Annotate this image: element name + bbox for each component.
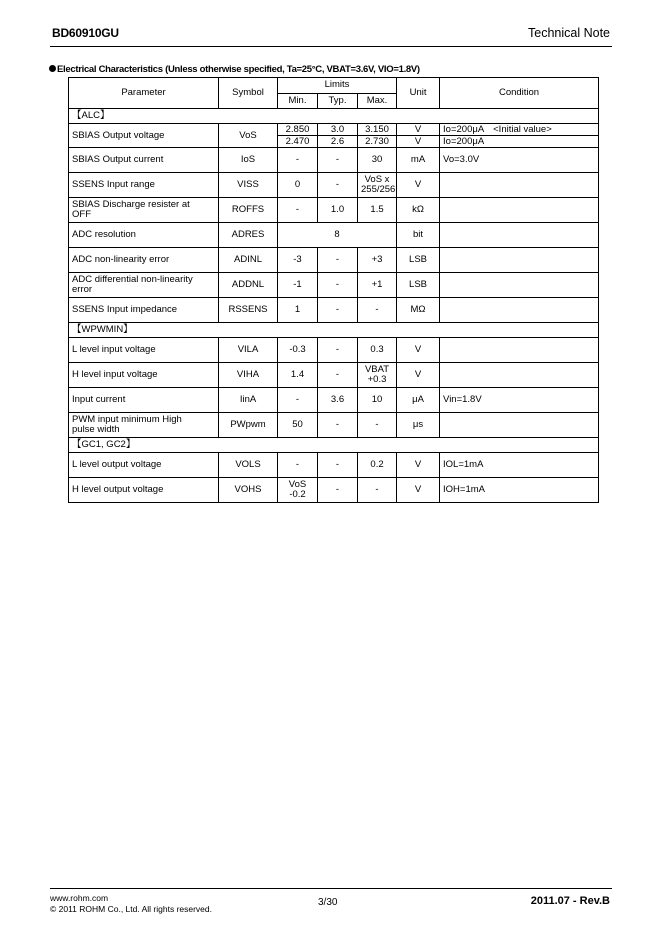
condition-cell bbox=[440, 363, 599, 388]
min-cell: 2.850 bbox=[278, 124, 318, 136]
table-row bbox=[69, 223, 599, 248]
group-label: 【ALC】 bbox=[69, 109, 599, 124]
max-cell: 0.3 bbox=[358, 338, 397, 363]
param-cell: ADC resolution bbox=[69, 223, 219, 248]
condition-cell: IOL=1mA bbox=[440, 453, 599, 478]
header-typ: Typ. bbox=[318, 93, 358, 109]
param-cell: ADC non-linearity error bbox=[69, 248, 219, 273]
group-label: 【WPWMIN】 bbox=[69, 323, 599, 338]
table-row bbox=[69, 388, 599, 413]
group-row-alc bbox=[69, 109, 599, 124]
unit-cell: mA bbox=[397, 148, 440, 173]
condition-cell: Vo=3.0V bbox=[440, 148, 599, 173]
typ-cell: - bbox=[318, 453, 358, 478]
table-row bbox=[69, 273, 599, 298]
min-cell: 0 bbox=[278, 173, 318, 198]
symbol-cell: VISS bbox=[219, 173, 278, 198]
unit-cell: LSB bbox=[397, 248, 440, 273]
unit-cell: μA bbox=[397, 388, 440, 413]
part-number: BD60910GU bbox=[52, 26, 119, 40]
symbol-cell: VOLS bbox=[219, 453, 278, 478]
limits-merged-cell: 8 bbox=[278, 223, 397, 248]
header-symbol: Symbol bbox=[219, 78, 278, 109]
max-cell: - bbox=[358, 413, 397, 438]
header-parameter: Parameter bbox=[69, 78, 219, 109]
max-line-2: +0.3 bbox=[367, 374, 387, 385]
min-cell: -0.3 bbox=[278, 338, 318, 363]
condition-cell bbox=[440, 338, 599, 363]
min-cell bbox=[278, 478, 318, 503]
min-line-1: VoS bbox=[288, 479, 307, 491]
typ-cell: - bbox=[318, 248, 358, 273]
typ-cell: - bbox=[318, 338, 358, 363]
param-cell: SSENS Input range bbox=[69, 173, 219, 198]
typ-cell: 3.6 bbox=[318, 388, 358, 413]
table-row bbox=[69, 148, 599, 173]
unit-cell: kΩ bbox=[397, 198, 440, 223]
table-row bbox=[69, 124, 599, 136]
symbol-cell: ADINL bbox=[219, 248, 278, 273]
max-cell: - bbox=[358, 478, 397, 503]
typ-cell: - bbox=[318, 298, 358, 323]
min-cell: 50 bbox=[278, 413, 318, 438]
unit-cell: V bbox=[397, 136, 440, 148]
param-cell bbox=[69, 413, 219, 438]
param-line-1: ADC differential non-linearity bbox=[72, 274, 193, 286]
min-cell: - bbox=[278, 198, 318, 223]
min-cell: - bbox=[278, 453, 318, 478]
min-cell: 1.4 bbox=[278, 363, 318, 388]
min-cell: - bbox=[278, 148, 318, 173]
unit-cell: MΩ bbox=[397, 298, 440, 323]
max-cell bbox=[358, 363, 397, 388]
condition-cell bbox=[440, 173, 599, 198]
table-row bbox=[69, 298, 599, 323]
page-number: 3/30 bbox=[318, 897, 338, 908]
min-cell: 1 bbox=[278, 298, 318, 323]
param-cell: L level input voltage bbox=[69, 338, 219, 363]
header-max: Max. bbox=[358, 93, 397, 109]
table-row bbox=[69, 453, 599, 478]
max-cell: 2.730 bbox=[358, 136, 397, 148]
typ-cell: - bbox=[318, 148, 358, 173]
min-line-2: -0.2 bbox=[289, 489, 306, 500]
footer-divider bbox=[50, 888, 612, 889]
max-cell: +1 bbox=[358, 273, 397, 298]
param-line-2: OFF bbox=[72, 209, 91, 220]
footer-url: www.rohm.com bbox=[50, 893, 109, 903]
table-row bbox=[69, 413, 599, 438]
condition-cell: Vin=1.8V bbox=[440, 388, 599, 413]
section-title-text: Electrical Characteristics (Unless otherwise specified, Ta=25°C, VBAT=3.6V, VIO=1.8V) bbox=[57, 64, 420, 75]
param-cell: H level output voltage bbox=[69, 478, 219, 503]
condition-cell bbox=[440, 248, 599, 273]
typ-cell: 3.0 bbox=[318, 124, 358, 136]
symbol-cell: ROFFS bbox=[219, 198, 278, 223]
max-cell: 30 bbox=[358, 148, 397, 173]
unit-cell: V bbox=[397, 363, 440, 388]
max-cell: 10 bbox=[358, 388, 397, 413]
min-cell: -3 bbox=[278, 248, 318, 273]
document-type: Technical Note bbox=[528, 26, 610, 40]
typ-cell: 1.0 bbox=[318, 198, 358, 223]
typ-cell: - bbox=[318, 273, 358, 298]
unit-cell: bit bbox=[397, 223, 440, 248]
table-row bbox=[69, 338, 599, 363]
max-cell: 3.150 bbox=[358, 124, 397, 136]
param-cell bbox=[69, 198, 219, 223]
param-cell: Input current bbox=[69, 388, 219, 413]
param-line-1: SBIAS Discharge resister at bbox=[72, 199, 190, 211]
header-unit: Unit bbox=[397, 78, 440, 109]
param-line-1: PWM input minimum High bbox=[72, 414, 182, 426]
unit-cell: V bbox=[397, 478, 440, 503]
symbol-cell: ADDNL bbox=[219, 273, 278, 298]
header-divider bbox=[50, 46, 612, 47]
typ-cell: - bbox=[318, 173, 358, 198]
table-header-row bbox=[69, 78, 599, 94]
param-cell: SSENS Input impedance bbox=[69, 298, 219, 323]
param-cell: L level output voltage bbox=[69, 453, 219, 478]
revision-label: 2011.07 - Rev.B bbox=[530, 895, 610, 907]
table-row bbox=[69, 198, 599, 223]
symbol-cell: RSSENS bbox=[219, 298, 278, 323]
param-cell: SBIAS Output current bbox=[69, 148, 219, 173]
header-min: Min. bbox=[278, 93, 318, 109]
unit-cell: V bbox=[397, 453, 440, 478]
condition-cell bbox=[440, 198, 599, 223]
max-cell: - bbox=[358, 298, 397, 323]
condition-cell bbox=[440, 413, 599, 438]
section-title bbox=[49, 64, 420, 75]
table-row bbox=[69, 173, 599, 198]
max-line-1: VoS x bbox=[364, 174, 390, 186]
max-cell bbox=[358, 173, 397, 198]
param-cell: H level input voltage bbox=[69, 363, 219, 388]
max-cell: +3 bbox=[358, 248, 397, 273]
footer-copyright: © 2011 ROHM Co., Ltd. All rights reserved. bbox=[50, 904, 213, 914]
typ-cell: - bbox=[318, 413, 358, 438]
unit-cell: V bbox=[397, 173, 440, 198]
param-line-2: pulse width bbox=[72, 424, 120, 435]
symbol-cell: PWpwm bbox=[219, 413, 278, 438]
symbol-cell: IoS bbox=[219, 148, 278, 173]
table-row bbox=[69, 248, 599, 273]
min-cell: -1 bbox=[278, 273, 318, 298]
condition-cell bbox=[440, 223, 599, 248]
typ-cell: - bbox=[318, 478, 358, 503]
group-row-wpwmin bbox=[69, 323, 599, 338]
symbol-cell: VoS bbox=[219, 124, 278, 148]
param-cell: SBIAS Output voltage bbox=[69, 124, 219, 148]
typ-cell: 2.6 bbox=[318, 136, 358, 148]
symbol-cell: VIHA bbox=[219, 363, 278, 388]
symbol-cell: VILA bbox=[219, 338, 278, 363]
condition-cell bbox=[440, 273, 599, 298]
table-row bbox=[69, 363, 599, 388]
symbol-cell: ADRES bbox=[219, 223, 278, 248]
symbol-cell: IinA bbox=[219, 388, 278, 413]
group-label: 【GC1, GC2】 bbox=[69, 438, 599, 453]
typ-cell: - bbox=[318, 363, 358, 388]
unit-cell: V bbox=[397, 124, 440, 136]
bullet-icon bbox=[49, 65, 56, 72]
header-limits: Limits bbox=[278, 78, 397, 94]
group-row-gc bbox=[69, 438, 599, 453]
condition-cell: IOH=1mA bbox=[440, 478, 599, 503]
unit-cell: LSB bbox=[397, 273, 440, 298]
unit-cell: μs bbox=[397, 413, 440, 438]
condition-cell: Io=200μA <Initial value> bbox=[440, 124, 599, 136]
symbol-cell: VOHS bbox=[219, 478, 278, 503]
electrical-characteristics-table bbox=[68, 77, 599, 503]
max-cell: 0.2 bbox=[358, 453, 397, 478]
max-line-2: 255/256 bbox=[361, 184, 396, 195]
min-cell: 2.470 bbox=[278, 136, 318, 148]
max-cell: 1.5 bbox=[358, 198, 397, 223]
param-line-2: error bbox=[72, 284, 93, 295]
condition-cell: Io=200μA bbox=[440, 136, 599, 148]
max-line-1: VBAT bbox=[364, 364, 390, 376]
unit-cell: V bbox=[397, 338, 440, 363]
param-cell bbox=[69, 273, 219, 298]
header-condition: Condition bbox=[440, 78, 599, 109]
table-row bbox=[69, 478, 599, 503]
condition-cell bbox=[440, 298, 599, 323]
min-cell: - bbox=[278, 388, 318, 413]
